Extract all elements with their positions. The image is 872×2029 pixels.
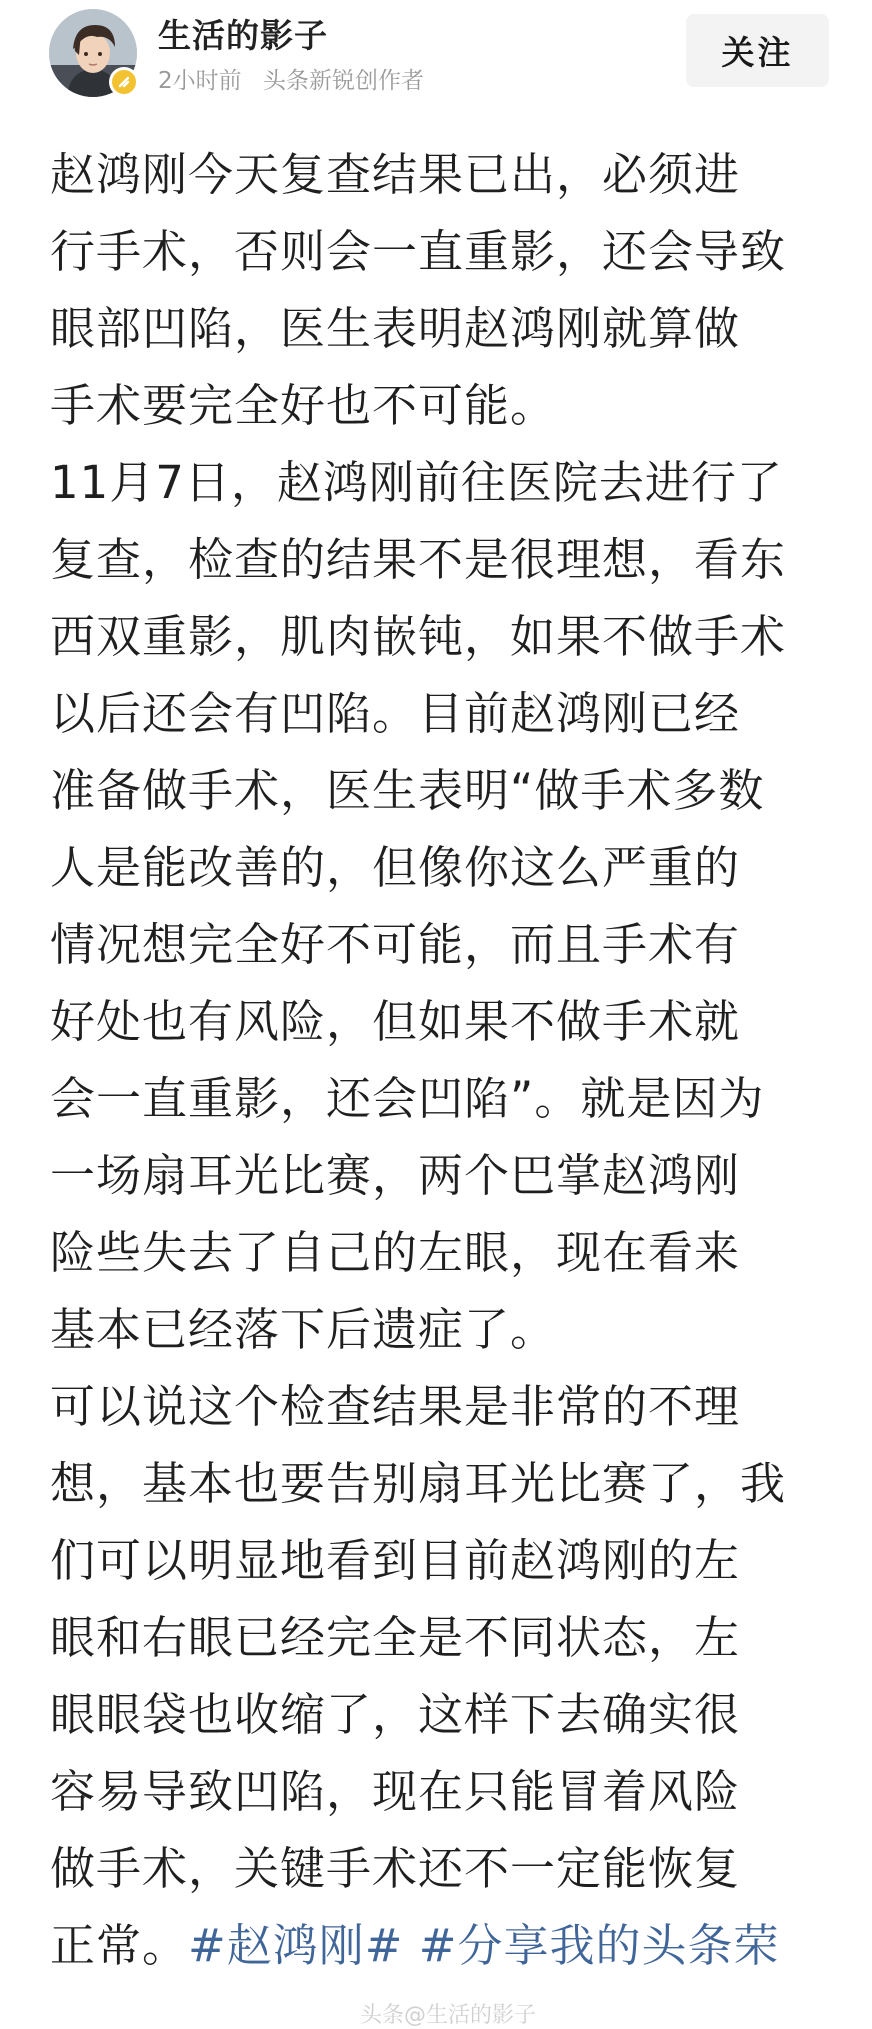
text-line: 一场扇耳光比赛，两个巴掌赵鸿刚 <box>50 1149 741 1202</box>
last-text-line <box>50 1907 832 1984</box>
paragraph-1 <box>50 136 832 444</box>
article-body <box>50 136 832 1984</box>
article-header <box>0 0 872 118</box>
watermark: 头条@生活的影子 <box>360 2003 537 2028</box>
post-time: 2小时前 <box>158 68 242 94</box>
author-title: 头条新锐创作者 <box>262 68 424 94</box>
text-line: 眼部凹陷，医生表明赵鸿刚就算做 <box>50 302 741 355</box>
text-line: 们可以明显地看到目前赵鸿刚的左 <box>50 1534 741 1587</box>
text-line: 险些失去了自己的左眼，现在看来 <box>50 1226 741 1279</box>
text-line: 人是能改善的，但像你这么严重的 <box>50 841 741 894</box>
text-line: 容易导致凹陷，现在只能冒着风险 <box>50 1765 741 1818</box>
hashtag-link[interactable]: #赵鸿刚# <box>188 1919 404 1972</box>
text-line: 以后还会有凹陷。目前赵鸿刚已经 <box>50 687 741 740</box>
follow-button[interactable]: 关注 <box>686 14 829 87</box>
text-line: 复查，检查的结果不是很理想，看东 <box>50 533 787 586</box>
text-line: 11月7日，赵鸿刚前往医院去进行了 <box>50 456 783 509</box>
text-line: 行手术，否则会一直重影，还会导致 <box>50 225 787 278</box>
text-line: 好处也有风险，但如果不做手术就 <box>50 995 741 1048</box>
text-line: 想，基本也要告别扇耳光比赛了，我 <box>50 1457 787 1510</box>
text-line: 西双重影，肌肉嵌钝，如果不做手术 <box>50 610 787 663</box>
text-line: 做手术，关键手术还不一定能恢复 <box>50 1842 741 1895</box>
text-line: 会一直重影，还会凹陷”。就是因为 <box>50 1072 765 1125</box>
text-line: 基本已经落下后遗症了。 <box>50 1303 557 1356</box>
text-line: 情况想完全好不可能，而且手术有 <box>50 918 741 971</box>
text-line: 手术要完全好也不可能。 <box>50 379 557 432</box>
text-line: 眼眼袋也收缩了，这样下去确实很 <box>50 1688 741 1741</box>
paragraph-3 <box>50 1368 832 1984</box>
author-avatar[interactable] <box>49 9 137 97</box>
text-line: 赵鸿刚今天复查结果已出，必须进 <box>50 148 741 201</box>
post-meta <box>158 62 424 95</box>
author-name[interactable]: 生活的影子 <box>158 16 328 55</box>
text-line: 可以说这个检查结果是非常的不理 <box>50 1380 741 1433</box>
paragraph-2 <box>50 444 832 1368</box>
text-fragment: 正常。 <box>50 1919 189 1972</box>
text-line: 眼和右眼已经完全是不同状态，左 <box>50 1611 741 1664</box>
hashtag-link[interactable]: #分享我的头条荣 <box>418 1919 780 1972</box>
text-line: 准备做手术，医生表明“做手术多数 <box>50 764 765 817</box>
verified-badge-icon <box>109 67 139 97</box>
